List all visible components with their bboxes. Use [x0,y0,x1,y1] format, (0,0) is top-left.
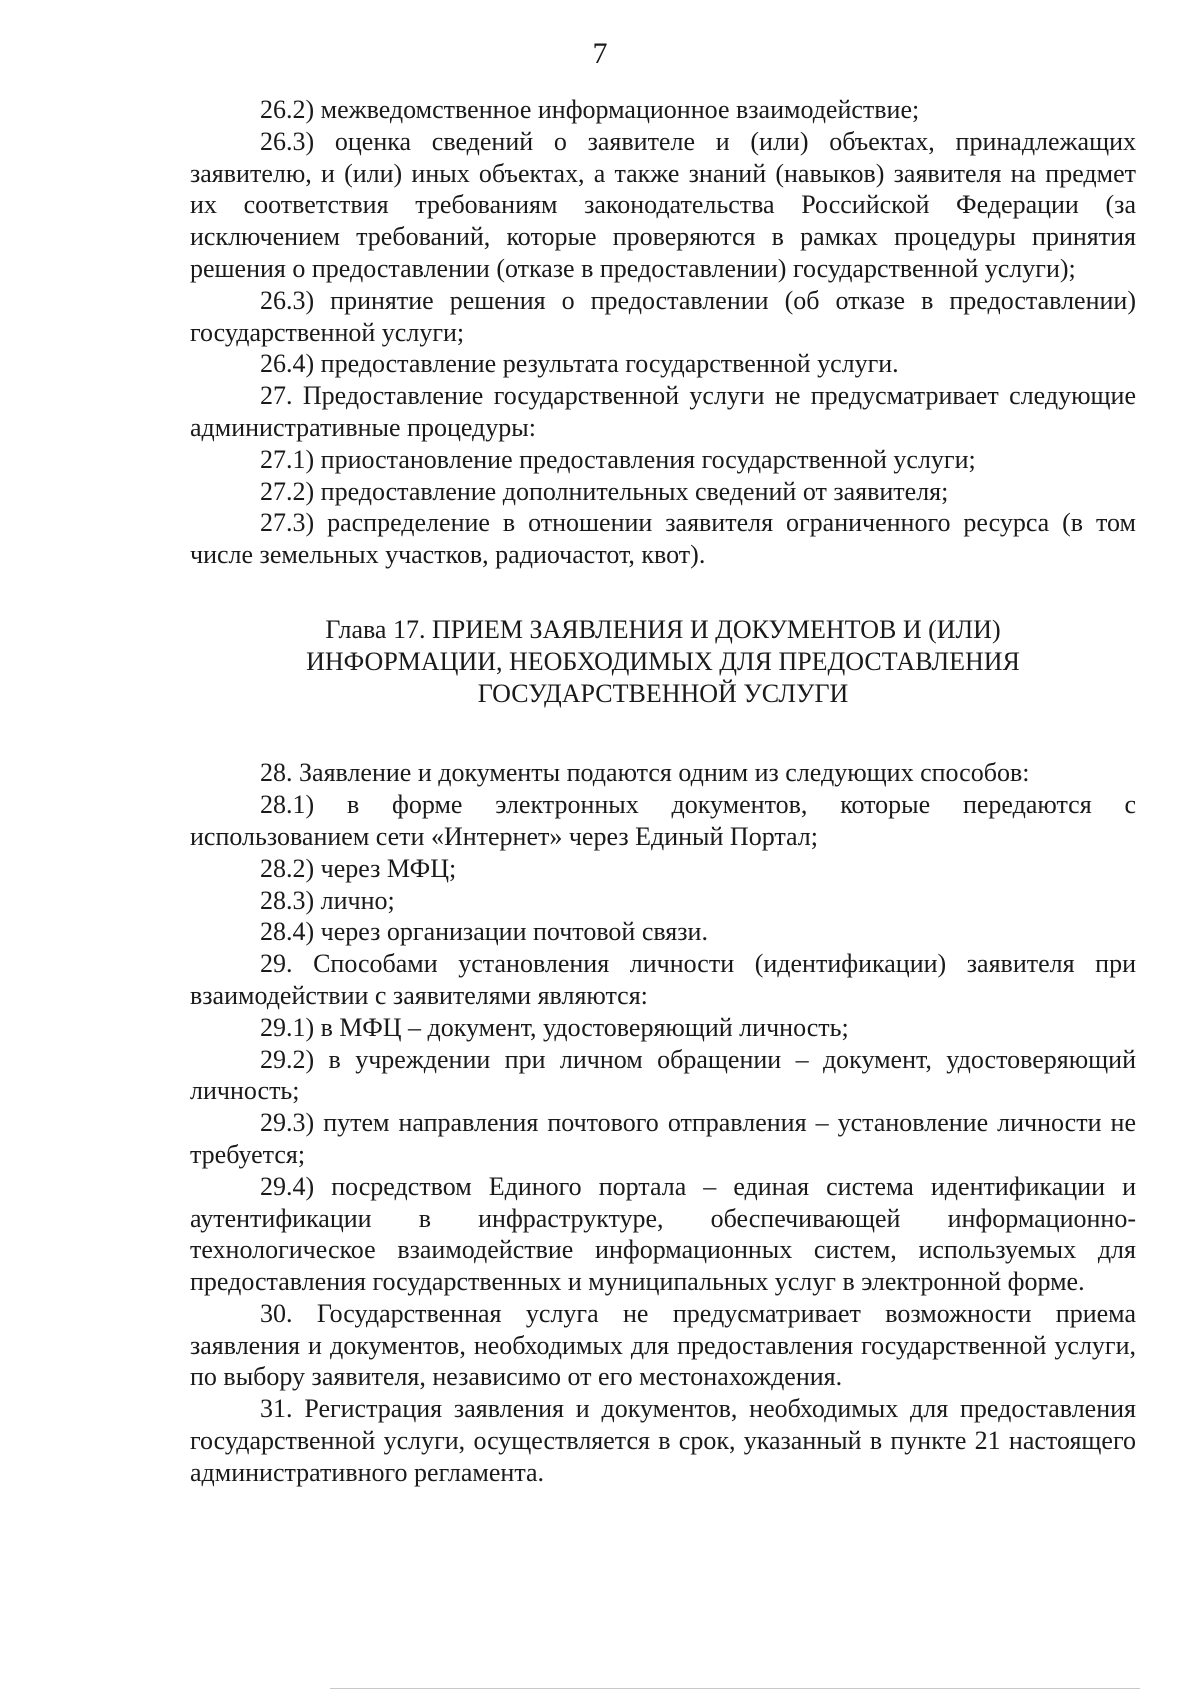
paragraph-27-1: 27.1) приостановление предоставления государственной услуги; [260,444,976,474]
paragraph-28-3: 28.3) лично; [260,885,395,915]
paragraph-29: 29. Способами установления личности (идентификации) заявителя при взаимодействии с заявителями являются: [190,949,1136,1010]
paragraph-29-2: 29.2) в учреждении при личном обращении – документ, удостоверяющий личность; [190,1044,1136,1106]
chapter-title-line-1: Глава 17. ПРИЕМ ЗАЯВЛЕНИЯ И ДОКУМЕНТОВ И (ИЛИ) [325,614,1001,644]
paragraph-27-2: 27.2) предоставление дополнительных сведений от заявителя; [260,476,949,506]
bottom-scan-line [330,1688,1140,1689]
document-body [190,94,1136,1489]
paragraph-26-2: 26.2) межведомственное информационное взаимодействие; [260,95,920,124]
chapter-title-line-2: ИНФОРМАЦИИ, НЕОБХОДИМЫХ ДЛЯ ПРЕДОСТАВЛЕНИЯ [306,646,1020,676]
paragraph-29-1: 29.1) в МФЦ – документ, удостоверяющий личность; [260,1012,849,1042]
paragraph-30: 30. Государственная услуга не предусматривает возможности приема заявления и документов, необходимых для предоставления государственной услуги, по выбору заявителя, независимо от его местонахождения. [190,1298,1136,1392]
paragraph-29-4: 29.4) посредством Единого портала – единая система идентификации и аутентификации в инфраструктуре, обеспечивающей информационно-технологическое взаимодействие информационных систем, используемых для предоставления государственных и муниципальных услуг в электронной форме. [190,1171,1136,1297]
chapter-title [190,614,1136,709]
paragraph-28-2: 28.2) через МФЦ; [260,853,457,883]
paragraph-29-3: 29.3) путем направления почтового отправления – установление личности не требуется; [190,1108,1136,1169]
paragraph-28: 28. Заявление и документы подаются одним из следующих способов: [260,758,1030,788]
paragraph-27: 27. Предоставление государственной услуги не предусматривает следующие административные процедуры: [190,381,1136,442]
paragraph-26-4: 26.4) предоставление результата государственной услуги. [260,349,899,379]
chapter-title-line-3: ГОСУДАРСТВЕННОЙ УСЛУГИ [477,678,849,708]
page-number: 7 [592,37,608,70]
paragraph-31: 31. Регистрация заявления и документов, необходимых для предоставления государственной услуги, осуществляется в срок, указанный в пункте 21 настоящего административного регламента. [190,1394,1136,1487]
paragraph-28-1: 28.1) в форме электронных документов, которые передаются с использованием сети «Интернет» через Единый Портал; [190,790,1136,851]
paragraph-27-3: 27.3) распределение в отношении заявителя ограниченного ресурса (в том числе земельных участков, радиочастот, квот). [190,508,1136,570]
paragraph-28-4: 28.4) через организации почтовой связи. [260,917,708,947]
paragraph-26-3-decision: 26.3) принятие решения о предоставлении (об отказе в предоставлении) государственной услуги; [190,285,1136,347]
paragraph-26-3-assessment: 26.3) оценка сведений о заявителе и (или) объектах, принадлежащих заявителю, и (или) иных объектах, а также знаний (навыков) заявителя на предмет их соответствия требованиям законодательства Российской Федерации (за исключением требований, которые проверяются в рамках процедуры принятия решения о предоставлении (отказе в предоставлении) государственной услуги); [190,126,1136,283]
